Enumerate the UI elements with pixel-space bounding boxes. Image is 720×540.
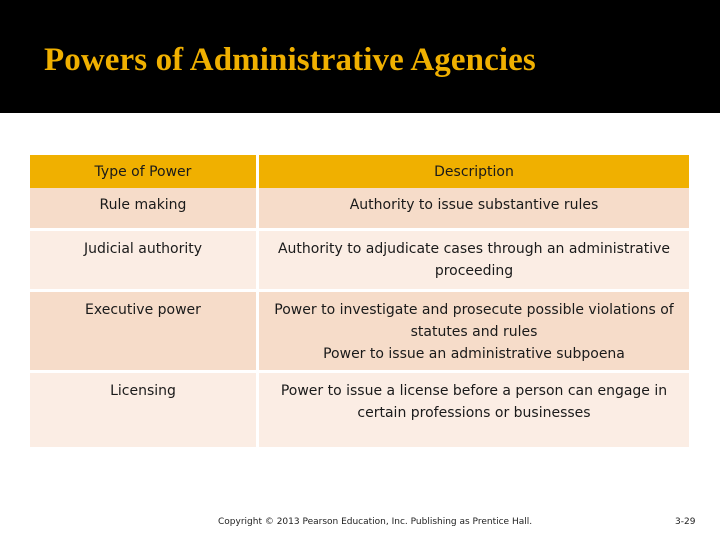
table-row [30, 188, 689, 230]
power-type-cell: Executive power [30, 291, 258, 372]
description-line: Authority to adjudicate cases through an administrative proceeding [277, 241, 671, 279]
description-cell [258, 188, 690, 230]
table-row [30, 291, 689, 372]
slide-title: Powers of Administrative Agencies [44, 42, 536, 78]
power-type-cell: Rule making [30, 188, 258, 230]
table-header-row [30, 155, 689, 188]
power-type-cell: Judicial authority [30, 230, 258, 291]
description-cell [258, 230, 690, 291]
copyright-footer: Copyright © 2013 Pearson Education, Inc. Publishing as Prentice Hall. [218, 517, 533, 527]
description-line: Power to issue an administrative subpoena [323, 346, 625, 362]
header-type-of-power: Type of Power [30, 155, 258, 188]
table-row [30, 230, 689, 291]
description-cell [258, 372, 690, 448]
table-row [30, 372, 689, 448]
description-line: Power to investigate and prosecute possible violations of statutes and rules [274, 302, 674, 340]
title-bar [0, 0, 720, 113]
powers-table [30, 155, 689, 447]
power-type-cell: Licensing [30, 372, 258, 448]
description-cell [258, 291, 690, 372]
header-description: Description [258, 155, 690, 188]
description-line: Authority to issue substantive rules [349, 197, 599, 213]
page-number: 3-29 [675, 517, 696, 527]
description-line: Power to issue a license before a person can engage in certain professions or businesses [280, 383, 668, 421]
